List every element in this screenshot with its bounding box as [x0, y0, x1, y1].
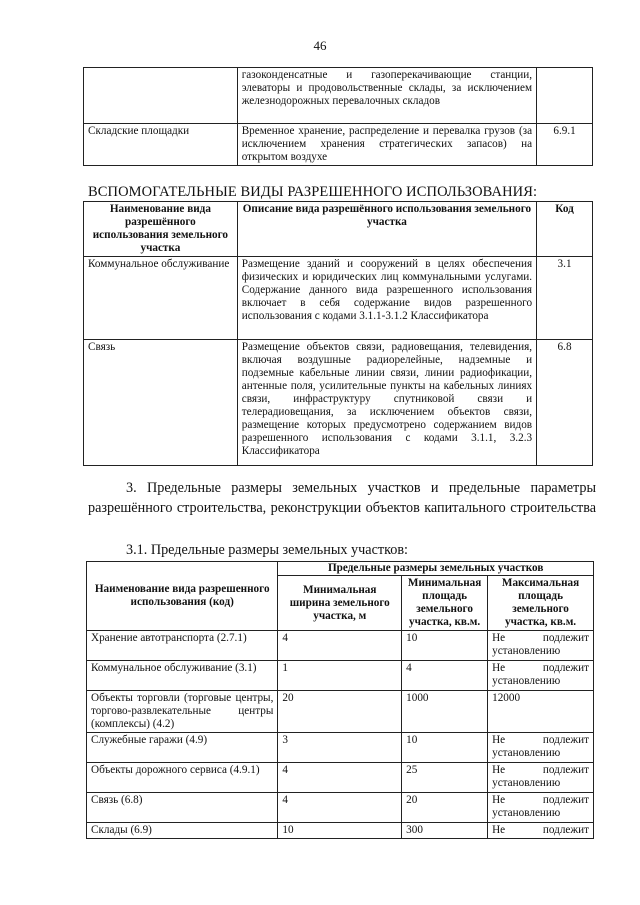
table-row [87, 631, 594, 661]
table-row [87, 793, 594, 823]
page-number: 46 [313, 38, 327, 53]
min-width-cell: 3 [278, 733, 402, 763]
min-area-cell: 20 [402, 793, 488, 823]
header-min-width: Минимальная ширина земельного участка, м [278, 576, 402, 631]
use-name-cell: Объекты дорожного сервиса (4.9.1) [87, 763, 278, 793]
max-area-cell: Не подлежит установлению [488, 733, 594, 763]
use-name-cell: Связь (6.8) [87, 793, 278, 823]
use-name-cell: Хранение автотранспорта (2.7.1) [87, 631, 278, 661]
use-name-cell: Объекты торговли (торговые центры, торгово-развлекательные центры (комплексы) (4.2) [87, 691, 278, 733]
auxiliary-uses-heading: ВСПОМОГАТЕЛЬНЫЕ ВИДЫ РАЗРЕШЕННОГО ИСПОЛЬЗОВАНИЯ: [88, 184, 538, 200]
header-use-description: Описание вида разрешённого использования земельного участка [237, 202, 536, 257]
table-row [84, 124, 593, 166]
table-row [87, 733, 594, 763]
header-use-name: Наименование вида разрешённого использования земельного участка [84, 202, 238, 257]
header-max-area: Максимальная площадь земельного участка, кв.м. [488, 576, 594, 631]
section-3-1-text: 3.1. Предельные размеры земельных участков: [126, 542, 408, 558]
plot-size-limits-table [86, 561, 594, 839]
max-area-cell: 12000 [488, 691, 594, 733]
use-description-cell: Временное хранение, распределение и перевалка грузов (за исключением хранения стратегических запасов) на открытом воздухе [237, 124, 536, 166]
use-description-cell: газоконденсатные и газоперекачивающие станции, элеваторы и продовольственные склады, за исключением железнодорожных перевалочных складов [237, 68, 536, 124]
use-name-cell: Коммунальное обслуживание [84, 257, 238, 340]
header-min-area: Минимальная площадь земельного участка, кв.м. [402, 576, 488, 631]
use-code-cell: 6.9.1 [537, 124, 593, 166]
min-width-cell: 4 [278, 763, 402, 793]
auxiliary-uses-table [83, 201, 593, 466]
table-header-row [84, 202, 593, 257]
use-name-cell: Склады (6.9) [87, 823, 278, 839]
table-row [84, 340, 593, 466]
min-area-cell: 300 [402, 823, 488, 839]
table-row [84, 257, 593, 340]
min-width-cell: 10 [278, 823, 402, 839]
section-3-text: 3. Предельные размеры земельных участков и предельные параметры разрешённого строительства, реконструкции объектов капитального строительства [88, 480, 596, 516]
table-row [87, 763, 594, 793]
max-area-cell: Не подлежит [488, 823, 594, 839]
max-area-cell: Не подлежит установлению [488, 763, 594, 793]
use-code-cell [537, 68, 593, 124]
use-name-cell [84, 68, 238, 124]
header-code: Код [537, 202, 593, 257]
use-description-cell: Размещение зданий и сооружений в целях обеспечения физических и юридических лиц коммунальными услугами. Содержание данного вида разрешенного использования включает в себя содержание видов разрешенного использования с кодами 3.1.1-3.1.2 Классификатора [237, 257, 536, 340]
min-area-cell: 25 [402, 763, 488, 793]
max-area-cell: Не подлежит установлению [488, 793, 594, 823]
header-size-limits-group: Предельные размеры земельных участков [278, 562, 594, 576]
use-name-cell: Коммунальное обслуживание (3.1) [87, 661, 278, 691]
min-area-cell: 10 [402, 631, 488, 661]
min-width-cell: 1 [278, 661, 402, 691]
min-area-cell: 1000 [402, 691, 488, 733]
use-name-cell: Складские площадки [84, 124, 238, 166]
use-code-cell: 6.8 [537, 340, 593, 466]
section-3-1-heading [88, 540, 596, 560]
min-width-cell: 20 [278, 691, 402, 733]
use-description-cell: Размещение объектов связи, радиовещания, телевидения, включая воздушные радиорелейные, надземные и подземные кабельные линии связи, линии радиофикации, антенные поля, усилительные пункты на кабельных линиях связи, инфраструктуру спутниковой связи и телерадиовещания, за исключением объектов связи, размещение которых предусмотрено содержанием видов разрешенного использования с кодами 3.1.1, 3.2.3 Классификатора [237, 340, 536, 466]
header-use-name: Наименование вида разрешенного использования (код) [87, 562, 278, 631]
max-area-cell: Не подлежит установлению [488, 661, 594, 691]
min-width-cell: 4 [278, 631, 402, 661]
table-row [84, 68, 593, 124]
table-header-row [87, 562, 594, 576]
section-3-paragraph [88, 478, 596, 518]
use-name-cell: Служебные гаражи (4.9) [87, 733, 278, 763]
min-width-cell: 4 [278, 793, 402, 823]
main-uses-table-continuation [83, 67, 593, 166]
max-area-cell: Не подлежит установлению [488, 631, 594, 661]
table-row [87, 823, 594, 839]
table-row [87, 691, 594, 733]
min-area-cell: 10 [402, 733, 488, 763]
use-name-cell: Связь [84, 340, 238, 466]
table-row [87, 661, 594, 691]
min-area-cell: 4 [402, 661, 488, 691]
use-code-cell: 3.1 [537, 257, 593, 340]
